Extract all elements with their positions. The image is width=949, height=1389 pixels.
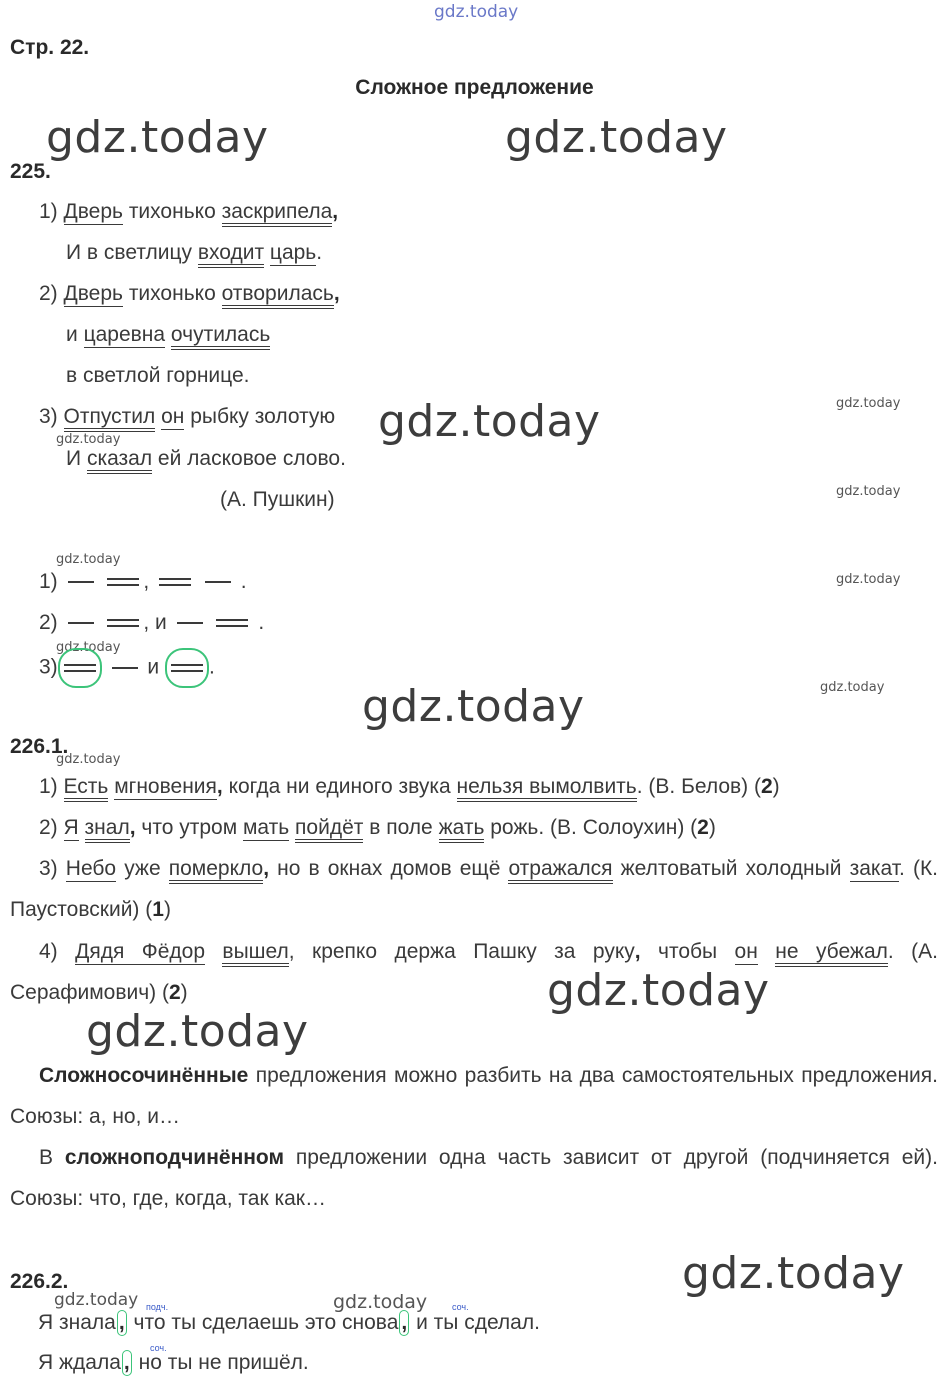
predicate-group-oval xyxy=(58,648,102,688)
watermark-top: gdz.today xyxy=(434,2,519,22)
part-count: 2 xyxy=(697,816,709,839)
text: В xyxy=(39,1146,65,1169)
predicate: вышел xyxy=(222,940,288,967)
text: желтоватый холодный xyxy=(612,857,850,880)
text xyxy=(79,816,85,839)
predicate: Отпустил xyxy=(64,405,156,432)
text: и ты сделал. xyxy=(410,1311,540,1334)
watermark: gdz.today xyxy=(378,396,601,447)
text: уже xyxy=(116,857,169,880)
scheme-text: , xyxy=(143,570,150,593)
watermark: gdz.today xyxy=(682,1248,905,1299)
sentence-1 xyxy=(39,775,780,799)
subject: Дверь xyxy=(63,282,123,305)
sentence-4 xyxy=(10,931,938,1013)
predicate-mark xyxy=(171,664,203,672)
watermark: gdz.today xyxy=(836,396,901,411)
text: тихонько xyxy=(122,200,222,223)
subject: он xyxy=(734,940,758,963)
section-title: Сложное предложение xyxy=(355,76,594,99)
text: ) xyxy=(772,775,780,798)
text: ей ласковое слово. xyxy=(152,447,346,470)
comma: , xyxy=(216,775,223,798)
text: ) xyxy=(180,981,188,1004)
predicate: сказал xyxy=(87,447,152,474)
predicate-mark xyxy=(64,664,96,672)
watermark: gdz.today xyxy=(46,112,269,163)
definition: предложения можно разбить на два самостоятельных предложения. Союзы: а, но, и… xyxy=(10,1064,938,1128)
text: И в светлицу xyxy=(66,241,198,264)
exercise-number: 225. xyxy=(10,160,51,183)
comma: , xyxy=(634,940,641,963)
text: что утром xyxy=(135,816,243,839)
part-count: 1 xyxy=(152,898,164,921)
term: сложноподчинённом xyxy=(64,1146,285,1169)
predicate-mark xyxy=(107,619,139,627)
scheme-2 xyxy=(39,611,264,635)
part-count: 2 xyxy=(168,981,181,1004)
text: ) xyxy=(163,898,171,921)
subject-mark xyxy=(112,667,138,669)
text: . (А. Серафимович) ( xyxy=(10,940,938,1004)
predicate: не убежал xyxy=(775,940,888,967)
subject: закат xyxy=(849,857,900,880)
scheme-text: , и xyxy=(143,611,167,634)
scheme-text: и xyxy=(147,655,160,679)
poem-line xyxy=(66,241,322,265)
example-line xyxy=(38,1310,540,1336)
watermark: gdz.today xyxy=(836,572,901,587)
predicate-mark xyxy=(216,619,248,627)
text: Я знала xyxy=(38,1311,116,1334)
subject: Дядя Фёдор xyxy=(75,940,205,963)
line-number: 1) xyxy=(39,200,58,223)
text: но ты не пришёл. xyxy=(132,1351,309,1374)
watermark: gdz.today xyxy=(56,432,121,447)
page-number: Стр. 22. xyxy=(10,36,90,59)
sentence-3 xyxy=(10,848,938,930)
poem-line xyxy=(39,200,338,224)
definition: предложении одна часть зависит от другой (подчиняется ей). Союзы: что, где, когда, так как… xyxy=(10,1146,938,1210)
example-line xyxy=(38,1350,309,1376)
poem-line: в светлой горнице. xyxy=(66,364,250,387)
text: . (В. Белов) ( xyxy=(636,775,761,798)
watermark: gdz.today xyxy=(836,484,901,499)
line-number: 3) xyxy=(39,405,58,428)
scheme-text: . xyxy=(258,611,265,634)
poem-line xyxy=(39,405,335,429)
predicate-mark xyxy=(159,578,191,586)
sentence-2 xyxy=(39,816,716,840)
text: ) xyxy=(708,816,716,839)
watermark: gdz.today xyxy=(86,1006,309,1057)
watermark: gdz.today xyxy=(56,552,121,567)
scheme-1 xyxy=(39,570,247,594)
subject: мать xyxy=(242,816,290,839)
comma: , xyxy=(332,200,339,223)
rule-compound xyxy=(10,1055,938,1137)
subject-mark xyxy=(68,581,94,583)
comma: , xyxy=(263,857,270,880)
predicate: Есть xyxy=(64,775,109,802)
predicate: знал xyxy=(85,816,130,843)
watermark: gdz.today xyxy=(362,681,585,732)
subject: царевна xyxy=(83,323,166,346)
predicate: жать xyxy=(439,816,485,843)
text: . xyxy=(316,241,323,264)
marked-comma: , xyxy=(123,1351,130,1374)
part-count: 2 xyxy=(760,775,773,798)
text: Я ждала xyxy=(38,1351,121,1374)
marked-comma: , xyxy=(401,1311,408,1334)
text: что ты сделаешь это снова xyxy=(127,1311,399,1334)
predicate-mark xyxy=(107,578,139,586)
text: когда ни единого звука xyxy=(222,775,457,798)
poem-line xyxy=(39,282,340,306)
predicate: пойдёт xyxy=(295,816,363,843)
predicate: входит xyxy=(198,241,264,268)
text: . (К. Паустовский) ( xyxy=(10,857,939,921)
subject: Дверь xyxy=(63,200,123,223)
watermark: gdz.today xyxy=(54,1290,139,1310)
text: но в окнах домов ещё xyxy=(269,857,509,880)
watermark: gdz.today xyxy=(547,965,770,1016)
watermark: gdz.today xyxy=(505,112,728,163)
sentence-number: 4) xyxy=(39,940,58,963)
predicate: померкло xyxy=(169,857,263,884)
watermark: gdz.today xyxy=(56,752,121,767)
predicate: отражался xyxy=(508,857,612,884)
conjunction-tag: подч. xyxy=(146,1302,169,1312)
marked-comma: , xyxy=(118,1311,125,1334)
rule-complex xyxy=(10,1137,938,1219)
predicate: отворилась xyxy=(222,282,334,309)
conjunction-tag: соч. xyxy=(150,1343,167,1353)
subject-mark xyxy=(68,622,94,624)
subject: царь xyxy=(269,241,317,264)
watermark: gdz.today xyxy=(56,640,121,655)
conjunction-tag: соч. xyxy=(452,1302,469,1312)
text: И xyxy=(66,447,87,470)
watermark: gdz.today xyxy=(820,680,885,695)
text xyxy=(205,940,222,963)
watermark: gdz.today xyxy=(333,1291,428,1313)
sentence-number: 3) xyxy=(39,857,58,880)
subject-mark xyxy=(177,622,203,624)
text: , крепко держа Пашку за руку xyxy=(288,940,635,963)
text: в поле xyxy=(363,816,439,839)
subject: он xyxy=(161,405,185,428)
text: чтобы xyxy=(640,940,735,963)
scheme-3 xyxy=(39,648,215,688)
subject: Небо xyxy=(65,857,117,880)
text: рыбку золотую xyxy=(184,405,336,428)
line-number: 2) xyxy=(39,282,58,305)
predicate: очутилась xyxy=(171,323,270,350)
scheme-text: . xyxy=(240,570,247,593)
author: (А. Пушкин) xyxy=(220,488,335,511)
subject: Я xyxy=(63,816,79,839)
scheme-number: 3) xyxy=(39,655,58,679)
exercise-number: 226.2. xyxy=(10,1270,69,1293)
scheme-text: . xyxy=(208,655,215,679)
text: рожь. (В. Солоухин) ( xyxy=(484,816,698,839)
predicate: нельзя вымолвить xyxy=(457,775,637,802)
comma: , xyxy=(129,816,136,839)
scheme-number: 1) xyxy=(39,570,58,593)
subject: мгновения xyxy=(114,775,217,798)
poem-line xyxy=(66,447,346,471)
text: и xyxy=(66,323,84,346)
subject-mark xyxy=(205,581,231,583)
predicate: заскрипела xyxy=(222,200,333,227)
scheme-number: 2) xyxy=(39,611,58,634)
text: тихонько xyxy=(122,282,222,305)
poem-line xyxy=(66,323,270,347)
sentence-number: 2) xyxy=(39,816,58,839)
term: Сложносочинённые xyxy=(39,1064,249,1087)
exercise-number: 226.1. xyxy=(10,735,69,758)
text xyxy=(758,940,775,963)
sentence-number: 1) xyxy=(39,775,58,798)
predicate-group-oval xyxy=(165,648,209,688)
comma: , xyxy=(333,282,340,305)
